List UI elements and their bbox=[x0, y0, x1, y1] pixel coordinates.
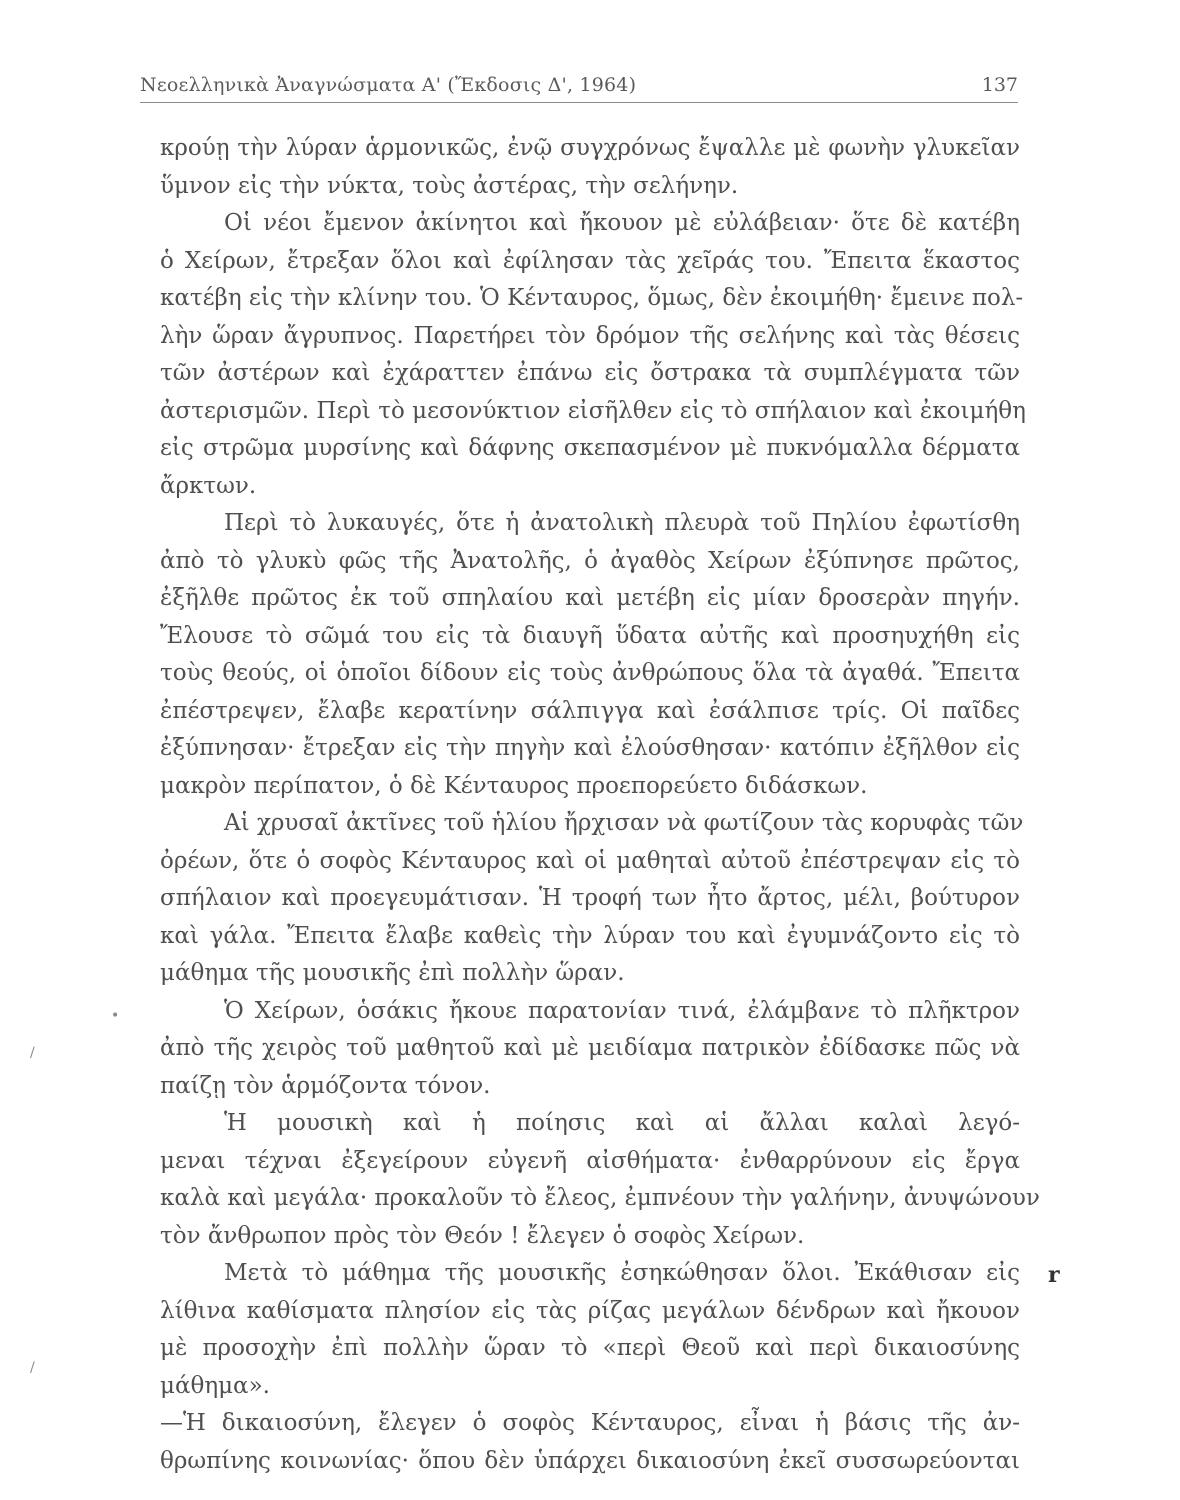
text-line: ἐπέστρεψεν, ἔλαβε κερατίνην σάλπιγγα καὶ ἐσάλπισε τρίς. Οἱ παῖδες bbox=[160, 697, 1020, 724]
text-line: Οἱ νέοι ἔμενον ἀκίνητοι καὶ ἤκουον μὲ εὐλάβειαν· ὅτε δὲ κατέβη bbox=[224, 210, 1020, 236]
text-line: λὴν ὥραν ἄγρυπνος. Παρετήρει τὸν δρόμον τῆς σελήνης καὶ τὰς θέσεις bbox=[160, 322, 1020, 349]
text-line: καὶ γάλα. Ἔπειτα ἔλαβε καθεὶς τὴν λύραν του καὶ ἐγυμνάζοντο εἰς τὸ bbox=[160, 922, 1020, 949]
text-line: μὲ προσοχὴν ἐπὶ πολλὴν ὥραν τὸ «περὶ Θεοῦ καὶ περὶ δικαιοσύνης bbox=[160, 1335, 1020, 1361]
text-line: παίζῃ τὸν ἁρμόζοντα τόνον. bbox=[160, 1072, 491, 1099]
text-line: ἄρκτων. bbox=[160, 472, 257, 499]
text-line: σπήλαιον καὶ προεγευμάτισαν. Ἡ τροφή των ἦτο ἄρτος, μέλι, βούτυρον bbox=[160, 885, 1020, 911]
text-line: θρωπίνης κοινωνίας· ὅπου δὲν ὑπάρχει δικαιοσύνη ἐκεῖ συσσωρεύονται bbox=[160, 1447, 1020, 1474]
text-line: καλὰ καὶ μεγάλα· προκαλοῦν τὸ ἔλεος, ἐμπνέουν τὴν γαλήνην, ἀνυψώνουν bbox=[160, 1185, 1040, 1211]
text-line: ἀπὸ τὸ γλυκὺ φῶς τῆς Ἀνατολῆς, ὁ ἀγαθὸς Χείρων ἐξύπνησε πρῶτος, bbox=[160, 547, 1020, 574]
text-line: ὀρέων, ὅτε ὁ σοφὸς Κένταυρος καὶ οἱ μαθηταὶ αὐτοῦ ἐπέστρεψαν εἰς τὸ bbox=[160, 847, 1020, 874]
margin-dot: • bbox=[111, 1008, 120, 1024]
margin-tick: / bbox=[30, 1360, 35, 1376]
text-line: τὸν ἄνθρωπον πρὸς τὸν Θεόν ! ἔλεγεν ὁ σοφὸς Χείρων. bbox=[160, 1222, 805, 1249]
text-line: Μετὰ τὸ μάθημα τῆς μουσικῆς ἐσηκώθησαν ὅλοι. Ἐκάθισαν εἰς bbox=[224, 1260, 1020, 1286]
margin-annotation-mark: r bbox=[1048, 1262, 1060, 1288]
page-header bbox=[140, 72, 1018, 103]
text-line: ἐξῆλθε πρῶτος ἐκ τοῦ σπηλαίου καὶ μετέβη εἰς μίαν δροσερὰν πηγήν. bbox=[160, 585, 1020, 611]
text-line: κρούῃ τὴν λύραν ἁρμονικῶς, ἐνῷ συγχρόνως ἔψαλλε μὲ φωνὴν γλυκεῖαν bbox=[160, 135, 1020, 161]
text-line: μάθημα». bbox=[160, 1372, 270, 1399]
text-line: —Ἡ δικαιοσύνη, ἔλεγεν ὁ σοφὸς Κένταυρος, εἶναι ἡ βάσις τῆς ἀν- bbox=[160, 1410, 1020, 1436]
page-number: 137 bbox=[981, 74, 1018, 96]
text-line: ἀστερισμῶν. Περὶ τὸ μεσονύκτιον εἰσῆλθεν εἰς τὸ σπήλαιον καὶ ἐκοιμήθη bbox=[160, 397, 1026, 424]
text-line: Ἡ μουσικὴ καὶ ἡ ποίησις καὶ αἱ ἄλλαι καλαὶ λεγό- bbox=[224, 1110, 1020, 1136]
running-title: Νεοελληνικὰ Ἀναγνώσματα Α' (Ἔκδοσις Δ', 1964) bbox=[140, 74, 637, 96]
text-line: λίθινα καθίσματα πλησίον εἰς τὰς ρίζας μεγάλων δένδρων καὶ ἤκουον bbox=[160, 1297, 1020, 1324]
text-line: Αἱ χρυσαῖ ἀκτῖνες τοῦ ἡλίου ἤρχισαν νὰ φωτίζουν τὰς κορυφὰς τῶν bbox=[224, 810, 1024, 836]
text-line: ἀπὸ τῆς χειρὸς τοῦ μαθητοῦ καὶ μὲ μειδίαμα πατρικὸν ἐδίδασκε πῶς νὰ bbox=[160, 1035, 1020, 1061]
text-line: Ὁ Χείρων, ὁσάκις ἤκουε παρατονίαν τινά, ἐλάμβανε τὸ πλῆκτρον bbox=[224, 997, 1020, 1024]
text-line: ὕμνον εἰς τὴν νύκτα, τοὺς ἀστέρας, τὴν σελήνην. bbox=[160, 172, 739, 199]
text-line: ὁ Χείρων, ἔτρεξαν ὅλοι καὶ ἐφίλησαν τὰς χεῖράς του. Ἔπειτα ἕκαστος bbox=[160, 247, 1020, 274]
text-line: τοὺς θεούς, οἱ ὁποῖοι δίδουν εἰς τοὺς ἀνθρώπους ὅλα τὰ ἀγαθά. Ἔπειτα bbox=[160, 660, 1020, 686]
text-line: κατέβη εἰς τὴν κλίνην του. Ὁ Κένταυρος, ὅμως, δὲν ἐκοιμήθη· ἔμεινε πολ- bbox=[160, 285, 1024, 311]
text-line: τῶν ἀστέρων καὶ ἐχάραττεν ἐπάνω εἰς ὄστρακα τὰ συμπλέγματα τῶν bbox=[160, 360, 1020, 386]
text-line: Περὶ τὸ λυκαυγές, ὅτε ἡ ἀνατολικὴ πλευρὰ τοῦ Πηλίου ἐφωτίσθη bbox=[224, 510, 1020, 536]
text-line: μεναι τέχναι ἐξεγείρουν εὐγενῆ αἰσθήματα· ἐνθαρρύνουν εἰς ἔργα bbox=[160, 1147, 1020, 1174]
text-line: Ἔλουσε τὸ σῶμά του εἰς τὰ διαυγῆ ὕδατα αὐτῆς καὶ προσηυχήθη εἰς bbox=[160, 622, 1020, 649]
text-line: εἰς στρῶμα μυρσίνης καὶ δάφνης σκεπασμένον μὲ πυκνόμαλλα δέρματα bbox=[160, 435, 1020, 461]
margin-tick: / bbox=[30, 1045, 35, 1061]
text-line: μακρὸν περίπατον, ὁ δὲ Κένταυρος προεπορεύετο διδάσκων. bbox=[160, 772, 868, 799]
text-line: ἐξύπνησαν· ἔτρεξαν εἰς τὴν πηγὴν καὶ ἐλούσθησαν· κατόπιν ἐξῆλθον εἰς bbox=[160, 735, 1020, 761]
body-text bbox=[160, 130, 1040, 1480]
text-line: μάθημα τῆς μουσικῆς ἐπὶ πολλὴν ὥραν. bbox=[160, 960, 625, 986]
